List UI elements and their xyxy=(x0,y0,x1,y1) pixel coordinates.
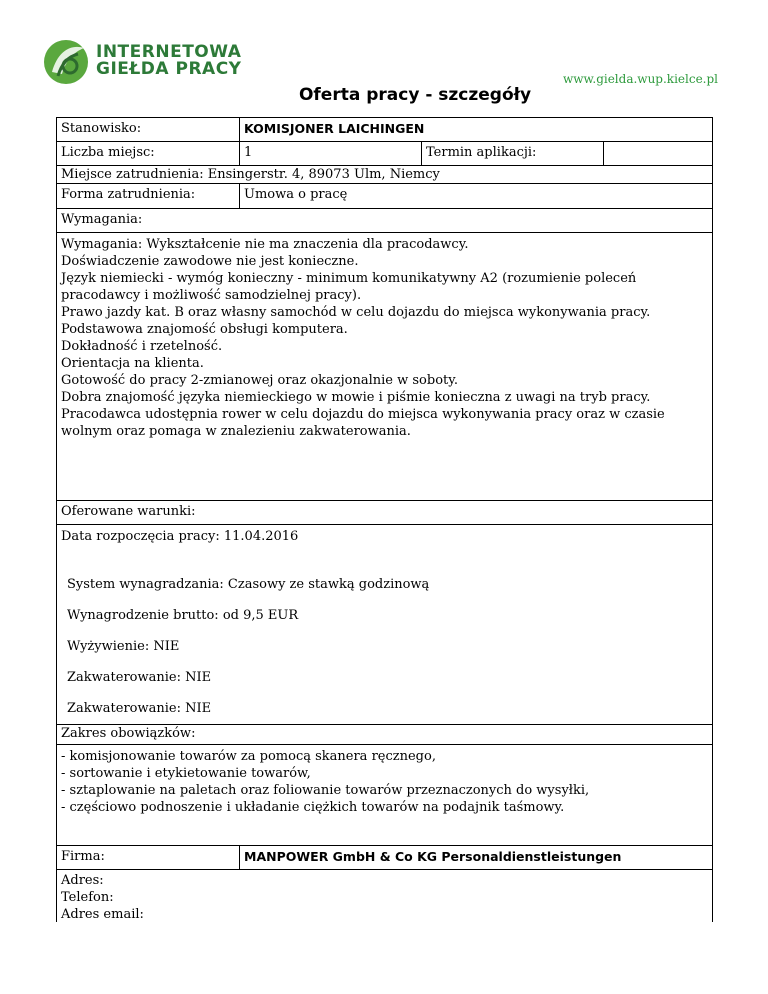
requirements-label: Wymagania: xyxy=(61,212,143,227)
duty-line: - częściowo podnoszenie i układanie ciężkich towarów na podajnik taśmowy. xyxy=(61,800,565,815)
condition-item: Wynagrodzenie brutto: od 9,5 EUR xyxy=(67,608,299,623)
contact-row xyxy=(57,869,713,922)
requirement-line: Język niemiecki - wymóg konieczny - minimum komunikatywny A2 (rozumienie poleceń xyxy=(61,271,637,286)
deadline-label: Termin aplikacji: xyxy=(421,142,603,165)
requirement-line: Prawo jazdy kat. B oraz własny samochód w celu dojazdu do miejsca wykonywania pracy. xyxy=(61,305,651,320)
requirement-line: Podstawowa znajomość obsługi komputera. xyxy=(61,322,348,337)
position-label: Stanowisko: xyxy=(61,121,142,136)
company-row xyxy=(57,845,713,869)
address-label: Adres: xyxy=(61,873,104,888)
duties-label: Zakres obowiązków: xyxy=(61,726,196,741)
condition-item: Data rozpoczęcia pracy: 11.04.2016 xyxy=(61,529,299,544)
employment-row xyxy=(57,183,713,208)
requirements-header xyxy=(57,208,713,232)
conditions-header xyxy=(57,500,713,524)
places-value: 1 xyxy=(239,142,421,165)
requirement-line: Pracodawca udostępnia rower w celu dojazdu do miejsca wykonywania pracy oraz w czasie xyxy=(61,407,665,422)
requirement-line: Orientacja na klienta. xyxy=(61,356,204,371)
employment-value: Umowa o pracę xyxy=(239,184,712,208)
employment-label: Forma zatrudnienia: xyxy=(61,187,196,202)
offer-table xyxy=(56,117,713,922)
condition-item: Zakwaterowanie: NIE xyxy=(67,701,212,716)
requirements-body xyxy=(57,232,713,500)
duties-list xyxy=(57,745,712,819)
requirement-line: Doświadczenie zawodowe nie jest konieczne. xyxy=(61,254,359,269)
duties-header xyxy=(57,724,713,744)
company-value: MANPOWER GmbH & Co KG Personaldienstleistungen xyxy=(239,846,712,869)
requirement-line: pracodawcy i możliwość samodzielnej pracy). xyxy=(61,288,362,303)
condition-item: Zakwaterowanie: NIE xyxy=(67,670,212,685)
duty-line: - komisjonowanie towarów za pomocą skanera ręcznego, xyxy=(61,749,436,764)
position-row xyxy=(57,117,713,141)
logo-text: INTERNETOWA GIEŁDA PRACY xyxy=(96,42,242,79)
duty-line: - sztaplowanie na paletach oraz foliowanie towarów przeznaczonych do wysyłki, xyxy=(61,783,590,798)
conditions-list xyxy=(57,525,712,720)
requirement-line: Gotowość do pracy 2-zmianowej oraz okazjonalnie w soboty. xyxy=(61,373,459,388)
contact-list xyxy=(57,870,712,926)
condition-item: System wynagradzania: Czasowy ze stawką godzinową xyxy=(67,577,430,592)
location-row xyxy=(57,165,713,183)
places-label: Liczba miejsc: xyxy=(61,145,155,160)
location-text: Miejsce zatrudnienia: Ensingerstr. 4, 89073 Ulm, Niemcy xyxy=(61,167,440,182)
deadline-value xyxy=(603,142,712,165)
conditions-body xyxy=(57,524,713,724)
condition-item: Wyżywienie: NIE xyxy=(67,639,180,654)
position-value: KOMISJONER LAICHINGEN xyxy=(239,118,712,141)
email-label: Adres email: xyxy=(61,907,144,922)
requirement-line: wolnym oraz pomaga w znalezieniu zakwaterowania. xyxy=(61,424,411,439)
website-link[interactable]: www.gielda.wup.kielce.pl xyxy=(562,72,718,86)
requirement-line: Dokładność i rzetelność. xyxy=(61,339,223,354)
duty-line: - sortowanie i etykietowanie towarów, xyxy=(61,766,311,781)
duties-body xyxy=(57,744,713,845)
conditions-label: Oferowane warunki: xyxy=(61,504,196,519)
places-row xyxy=(57,141,713,165)
company-label: Firma: xyxy=(61,849,105,864)
phone-label: Telefon: xyxy=(61,890,114,905)
requirement-line: Dobra znajomość języka niemieckiego w mowie i piśmie konieczna z uwagi na tryb pracy. xyxy=(61,390,651,405)
requirements-list xyxy=(57,233,712,443)
requirement-line: Wymagania: Wykształcenie nie ma znaczenia dla pracodawcy. xyxy=(61,237,469,252)
page-title: Oferta pracy - szczegóły xyxy=(298,85,532,105)
